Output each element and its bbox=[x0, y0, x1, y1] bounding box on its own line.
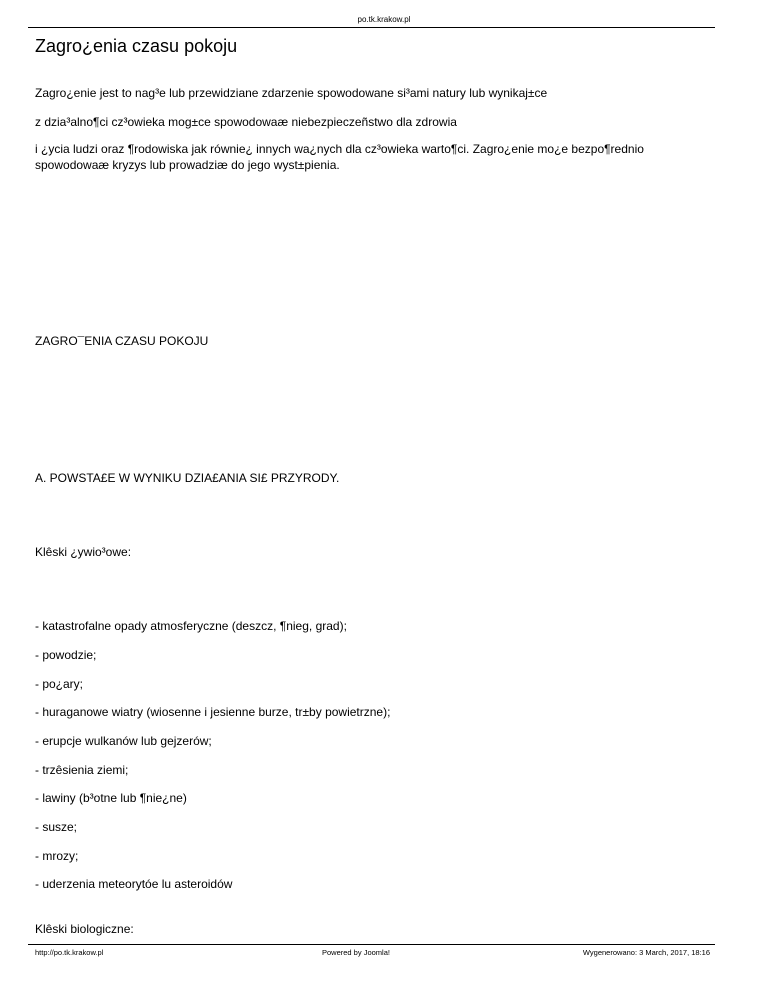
footer-url-link[interactable]: http://po.tk.krakow.pl bbox=[35, 948, 104, 957]
list-item: - lawiny (b³otne lub ¶nie¿ne) bbox=[35, 791, 187, 805]
list-item: - trzêsienia ziemi; bbox=[35, 763, 129, 777]
footer-powered: Powered by Joomla! bbox=[322, 948, 390, 957]
list-item: - uderzenia meteorytóe lu asteroidów bbox=[35, 877, 233, 891]
intro-paragraph-3: i ¿ycia ludzi oraz ¶rodowiska jak równie¿ innych wa¿nych dla cz³owieka warto¶ci. Zagro¿enie mo¿e bezpo¶rednio spowodowaæ kryzys lub prowadziæ do jego wyst±pienia. bbox=[35, 142, 644, 172]
page-title: Zagro¿enia czasu pokoju bbox=[35, 36, 238, 56]
list-item: - erupcje wulkanów lub gejzerów; bbox=[35, 734, 212, 748]
footer-divider bbox=[28, 944, 715, 945]
intro-paragraph-1: Zagro¿enie jest to nag³e lub przewidziane zdarzenie spowodowane si³ami natury lub wynikaj±ce bbox=[35, 86, 548, 100]
list-item: - susze; bbox=[35, 820, 78, 834]
list-item: - huraganowe wiatry (wiosenne i jesienne burze, tr±by powietrzne); bbox=[35, 705, 391, 719]
section-heading: ZAGRO¯ENIA CZASU POKOJU bbox=[35, 334, 209, 348]
intro-paragraph-2: z dzia³alno¶ci cz³owieka mog±ce spowodowaæ niebezpieczeñstwo dla zdrowia bbox=[35, 115, 457, 129]
header-divider bbox=[28, 27, 715, 28]
site-header: po.tk.krakow.pl bbox=[357, 15, 411, 24]
list-item: - po¿ary; bbox=[35, 677, 84, 691]
category-heading-zywiolowe: Klêski ¿ywio³owe: bbox=[35, 545, 132, 559]
list-item: - powodzie; bbox=[35, 648, 97, 662]
subsection-heading: A. POWSTA£E W WYNIKU DZIA£ANIA SI£ PRZYRODY. bbox=[35, 471, 340, 485]
list-item: - katastrofalne opady atmosferyczne (deszcz, ¶nieg, grad); bbox=[35, 619, 347, 633]
list-item: - mrozy; bbox=[35, 849, 79, 863]
category-heading-biologiczne: Klêski biologiczne: bbox=[35, 922, 134, 936]
footer-generated: Wygenerowano: 3 March, 2017, 18:16 bbox=[582, 948, 710, 957]
